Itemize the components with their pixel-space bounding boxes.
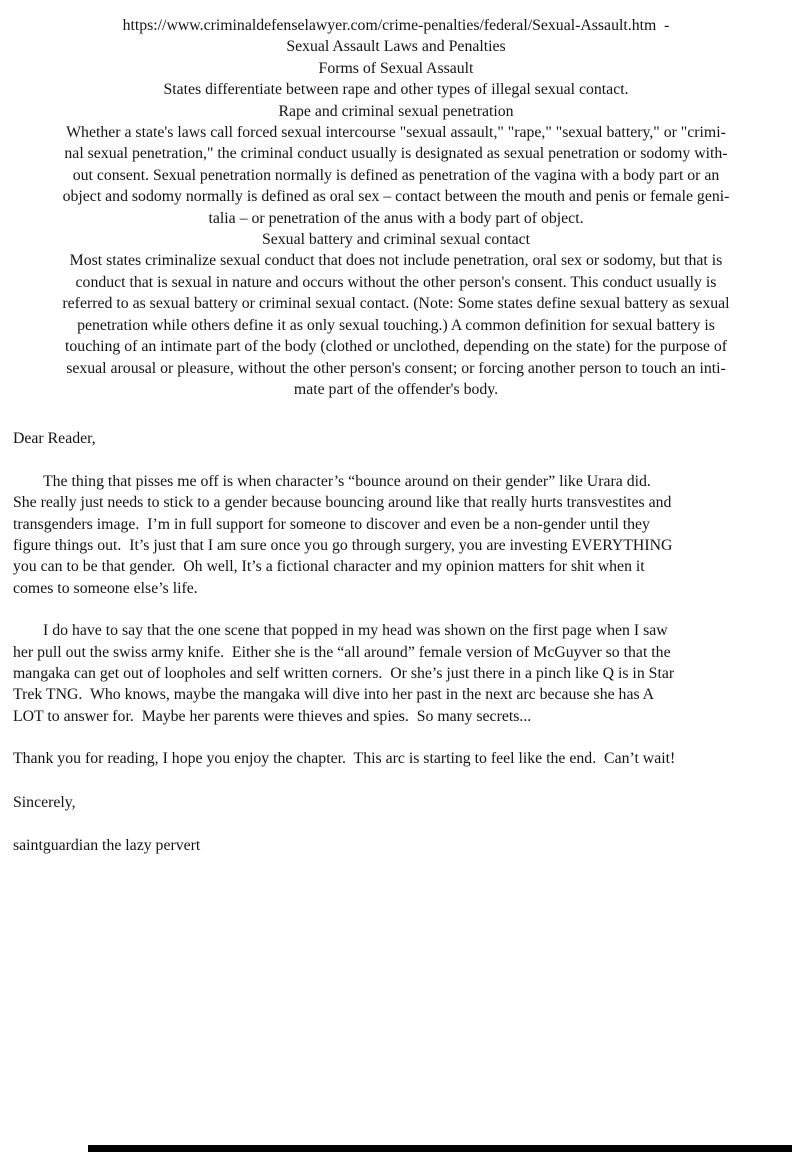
text-line: Sexual battery and criminal sexual contact (261, 231, 530, 249)
text-line: Sexual Assault Laws and Penalties (286, 38, 506, 56)
text-line: Thank you for reading, I hope you enjoy the chapter. This arc is starting to feel like the end. Can’t wait! (13, 750, 676, 768)
text-line: object and sodomy normally is defined as oral sex – contact between the mouth and penis or female geni- (62, 188, 730, 206)
text-line: She really just needs to stick to a gender because bouncing around like that really hurts transvestites and (13, 494, 672, 512)
article-excerpt (0, 0, 792, 400)
text-line: touching of an intimate part of the body (clothed or unclothed, depending on the state) for the purpose of (65, 338, 727, 356)
text-line: LOT to answer for. Maybe her parents were thieves and spies. So many secrets... (13, 707, 532, 725)
text-line: her pull out the swiss army knife. Either she is the “all around” female version of McGuyver so that the (13, 643, 671, 661)
text-line: Trek TNG. Who knows, maybe the mangaka will dive into her past in the next arc because she has A (13, 686, 655, 704)
author-note-paragraph-1 (13, 471, 779, 599)
text-line: mangaka can get out of loopholes and self written corners. Or she’s just there in a pinch like Q is in Star (13, 664, 675, 682)
salutation: Dear Reader, (13, 430, 96, 448)
text-line: nal sexual penetration," the criminal conduct usually is designated as sexual penetration or sodomy with- (64, 145, 728, 163)
author-note-paragraph-3 (13, 748, 779, 769)
text-line: talia – or penetration of the anus with a body part of object. (208, 209, 584, 227)
text-line: referred to as sexual battery or criminal sexual contact. (Note: Some states define sexual battery as sexual (62, 295, 730, 313)
text-line: figure things out. It’s just that I am sure once you go through surgery, you are investing EVERYTHING (13, 536, 673, 554)
text-line: https://www.criminaldefenselawyer.com/crime-penalties/federal/Sexual-Assault.htm - (122, 17, 670, 34)
text-line: I do have to say that the one scene that popped in my head was shown on the first page when I saw (43, 622, 668, 640)
author-note-paragraph-2 (13, 620, 779, 727)
signature: saintguardian the lazy pervert (13, 837, 201, 854)
text-line: States differentiate between rape and other types of illegal sexual contact. (163, 81, 629, 99)
text-line: sexual arousal or pleasure, without the other person's consent; or forcing another person to touch an inti- (66, 359, 726, 377)
bottom-black-bar (88, 1145, 792, 1152)
text-line: transgenders image. I’m in full support for someone to discover and even be a non-gender until they (13, 515, 650, 533)
text-line: Whether a state's laws call forced sexual intercourse "sexual assault," "rape," "sexual battery," or "crimi- (66, 124, 726, 142)
text-line: The thing that pisses me off is when character’s “bounce around on their gender” like Urara did. (43, 472, 651, 490)
text-line: comes to someone else’s life. (13, 579, 198, 597)
text-line: mate part of the offender's body. (293, 380, 499, 398)
text-line: Forms of Sexual Assault (318, 59, 474, 77)
text-line: you can to be that gender. Oh well, It’s a fictional character and my opinion matters for shit when it (13, 558, 645, 576)
text-line: Most states criminalize sexual conduct that does not include penetration, oral sex or sodomy, but that is (69, 252, 723, 270)
text-line: Rape and criminal sexual penetration (278, 102, 514, 120)
text-line: conduct that is sexual in nature and occurs without the other person's consent. This conduct usually is (75, 273, 717, 291)
author-note (13, 428, 779, 856)
closing: Sincerely, (13, 793, 76, 811)
text-line: out consent. Sexual penetration normally is defined as penetration of the vagina with a body part or an (72, 166, 720, 184)
text-line: penetration while others define it as only sexual touching.) A common definition for sexual battery is (77, 316, 715, 334)
